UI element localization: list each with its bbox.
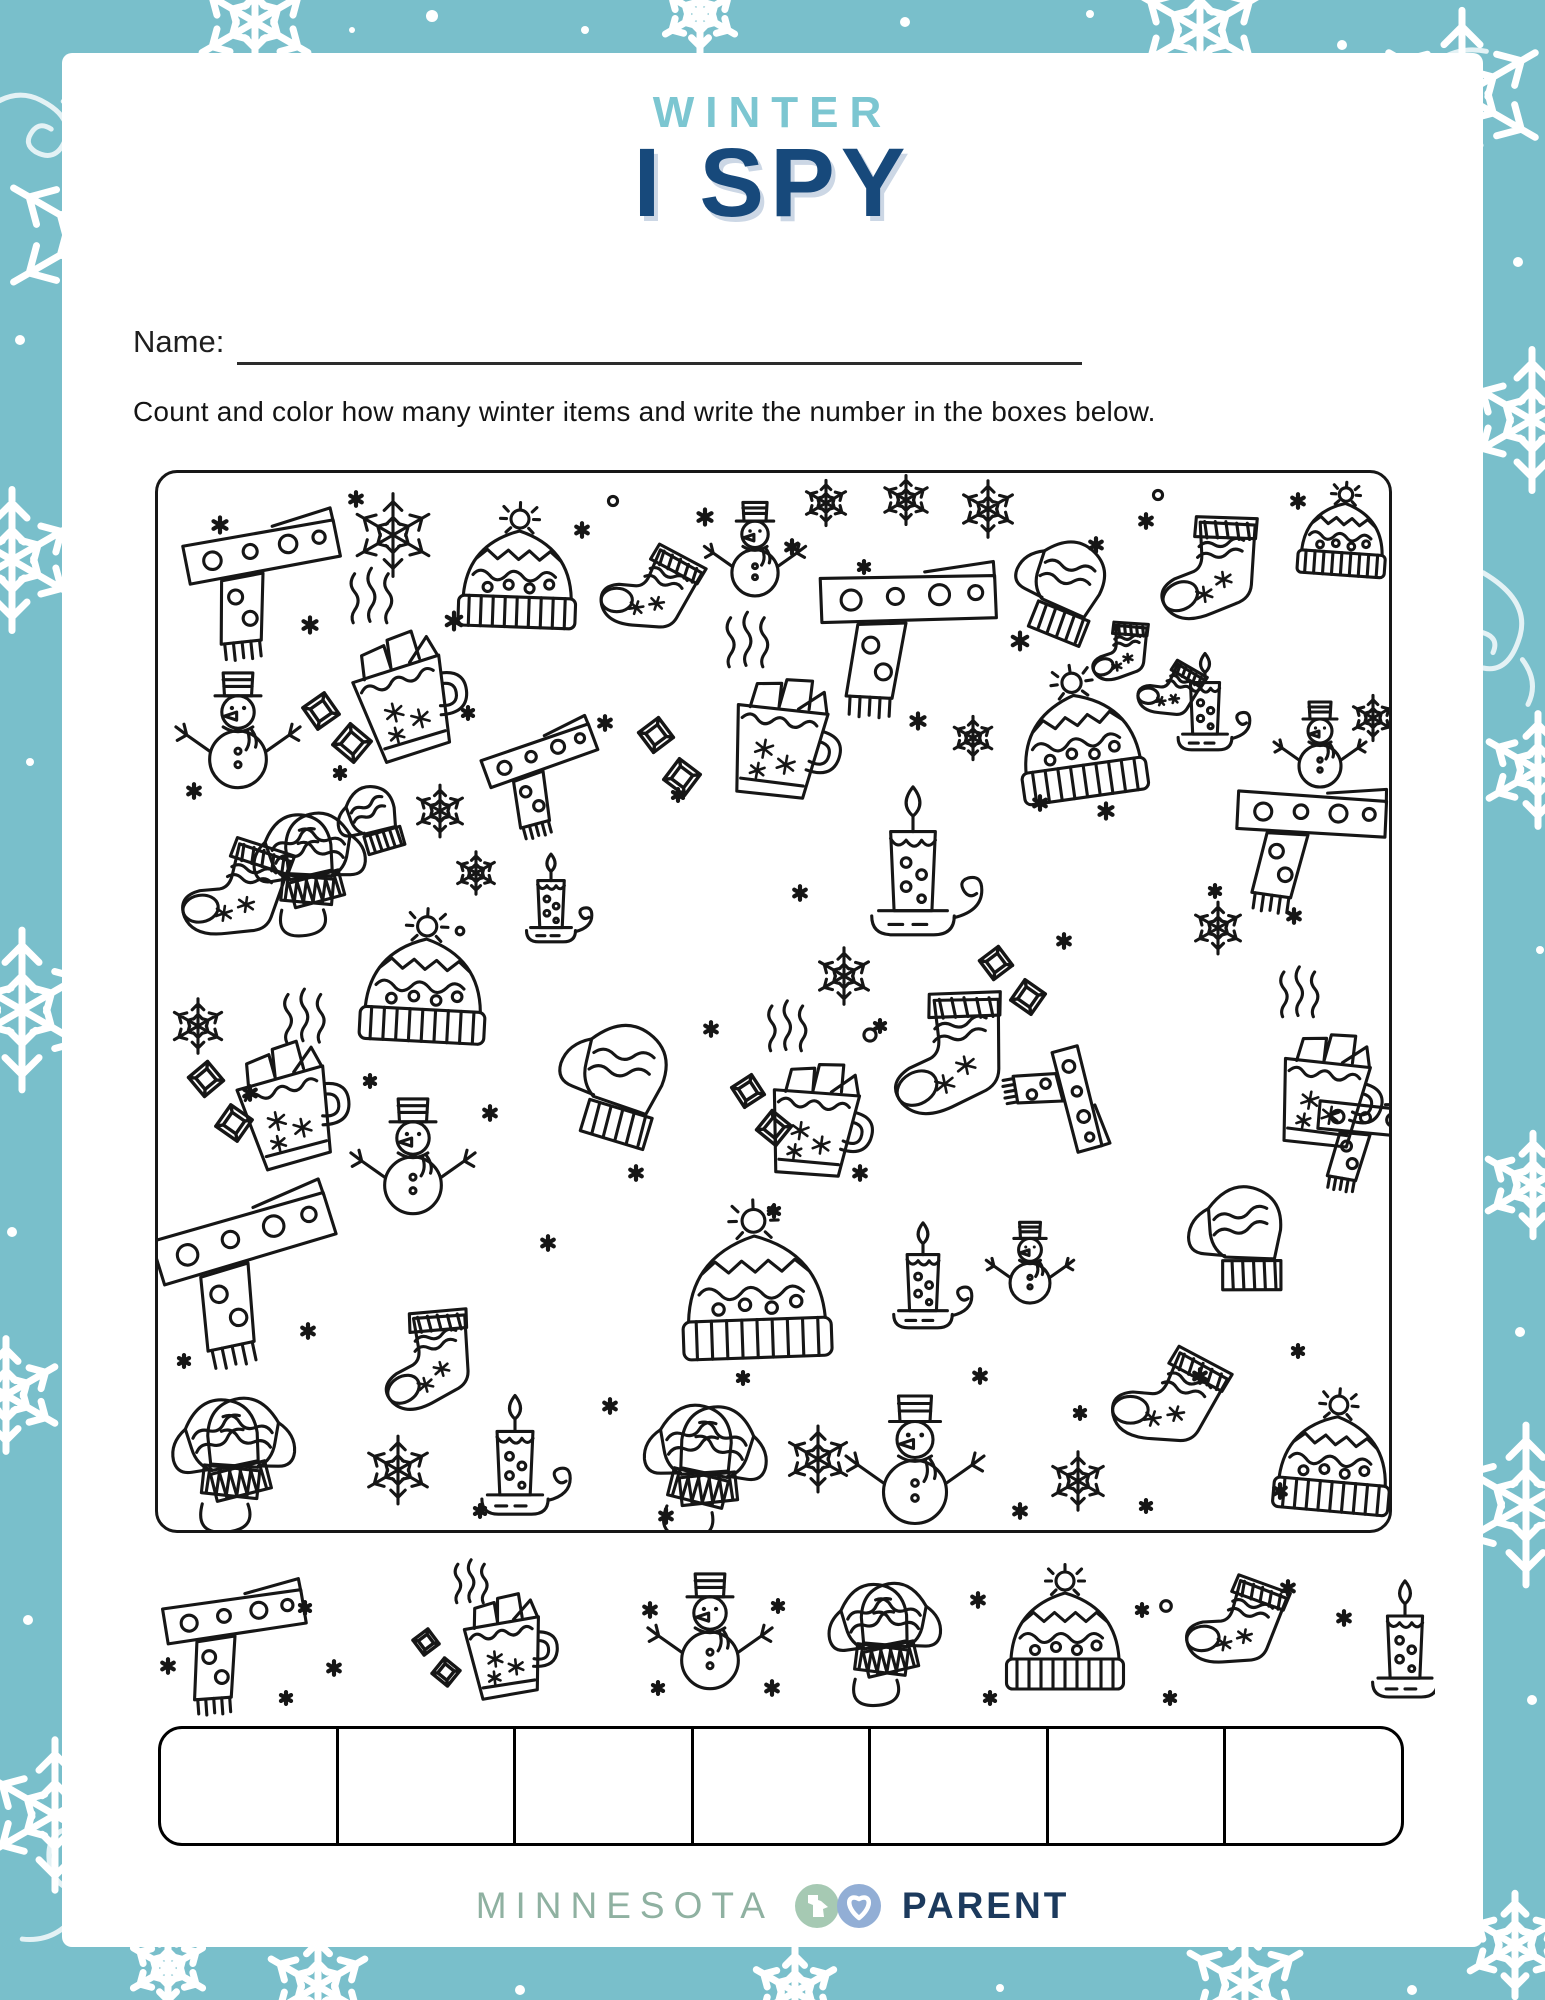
doodle-asterisk [794,886,806,899]
brand-parent: PARENT [901,1885,1070,1926]
doodle-steam [285,989,324,1042]
doodle-flake [1483,714,1545,827]
doodle-mitten [553,1020,669,1151]
doodle-asterisk [985,1692,995,1704]
doodle-asterisk [854,1166,866,1179]
doodle-asterisk [188,784,200,797]
legend-icons [110,1548,1435,1718]
doodle-scarf [998,1043,1110,1163]
doodle-ring [1161,1601,1172,1612]
doodle-flake [415,785,465,837]
doodle-asterisk [673,789,683,801]
snow-dot [996,1984,1004,1992]
doodle-snowman [1274,702,1366,787]
doodle-ring [456,927,464,935]
doodle-flake [1351,695,1392,740]
puzzle-doodles [158,476,1392,1533]
doodle-asterisk [304,617,317,632]
doodle-hat [458,501,579,630]
snow-dot [15,335,25,345]
doodle-snowman [176,673,300,788]
doodle-asterisk [859,561,869,573]
name-label: Name: [133,324,225,359]
doodle-marsh [213,1102,256,1145]
doodle-asterisk [875,1020,885,1032]
snow-dot [1527,1695,1537,1705]
puzzle-scene [158,473,1392,1533]
heart-icon [837,1884,881,1928]
doodle-steam [351,568,392,623]
doodle-asterisk [484,1106,496,1119]
snow-dot [1515,1327,1525,1337]
doodle-flake [1193,902,1243,954]
doodle-flake [661,0,739,54]
doodle-flake [804,480,848,525]
doodle-asterisk [705,1022,717,1035]
answer-box-4[interactable] [694,1729,872,1843]
doodle-asterisk [1013,633,1027,650]
i-spy-puzzle-box [155,470,1392,1533]
doodle-flake [0,1339,61,1452]
doodle-asterisk [475,1505,485,1517]
doodle-steam [455,1560,487,1603]
instruction-text: Count and color how many winter items and write the number in the boxes below. [133,396,1156,427]
doodle-sock [366,1299,488,1416]
doodle-scarf [1223,769,1392,926]
doodle-asterisk [699,509,712,524]
doodle-mug [344,621,479,765]
doodle-marsh [411,1627,441,1657]
doodle-asterisk [1292,494,1304,507]
doodle-mug [461,1590,562,1700]
minnesota-state-icon [795,1884,839,1928]
snow-dot [1086,10,1094,18]
doodle-steam [1281,967,1318,1017]
doodle-sock [1103,1332,1235,1459]
name-row [133,322,1133,366]
doodle-sock [593,531,709,643]
doodle-asterisk [1100,803,1113,818]
doodle-ring [608,496,617,505]
doodle-candle [1373,1581,1435,1697]
doodle-asterisk [769,1205,779,1217]
doodle-mittens [625,1390,785,1533]
doodle-asterisk [1274,1484,1286,1497]
snow-dot [1536,946,1544,954]
doodle-asterisk [162,1659,174,1672]
doodle-candle [894,1223,972,1328]
doodle-asterisk [302,1324,314,1337]
answer-box-7[interactable] [1226,1729,1401,1843]
doodle-hat [359,905,491,1044]
doodle-asterisk [1058,934,1070,947]
doodle-asterisk [1194,1369,1206,1382]
doodle-asterisk [630,1166,642,1179]
doodle-asterisk [1282,1581,1294,1594]
doodle-asterisk [244,1086,256,1099]
doodle-asterisk [644,1603,656,1616]
subtitle-winter: WINTER [652,88,893,137]
doodle-hat [1007,657,1149,806]
doodle-asterisk [599,716,611,729]
page-title-i-spy: I SPY [633,128,912,237]
doodle-snowman [846,1396,984,1524]
doodle-snowman [351,1099,475,1214]
doodle-flake [817,948,872,1004]
doodle-asterisk [179,1355,189,1367]
snow-dot [23,1615,33,1625]
doodle-mug [724,669,852,808]
doodle-asterisk [1293,1345,1303,1357]
doodle-sock [1180,1567,1292,1673]
answer-box-5[interactable] [871,1729,1049,1843]
legend-doodles [161,1560,1435,1718]
doodle-candle [872,787,982,935]
doodle-asterisk [1137,1604,1147,1616]
doodle-asterisk [463,707,473,719]
doodle-asterisk [1140,514,1152,527]
doodle-snowman [648,1574,772,1689]
doodle-flake [1483,1133,1545,1236]
doodle-flake [455,852,496,894]
doodle-flake [882,476,930,525]
doodle-mug [1271,1025,1392,1156]
doodle-snowman [986,1222,1073,1303]
doodle-steam [727,612,768,667]
doodle-asterisk [972,1593,984,1606]
doodle-marsh [300,690,343,733]
doodle-asterisk [766,1681,778,1694]
doodle-asterisk [214,517,227,532]
doodle-flake [1050,1452,1107,1510]
doodle-flake [365,1436,431,1504]
doodle-marsh [728,1071,768,1111]
name-input-line[interactable] [237,322,1082,365]
item-legend-row [110,1548,1435,1718]
doodle-asterisk [1014,1504,1026,1517]
doodle-sock [1149,508,1270,622]
doodle-asterisk [1034,796,1046,809]
doodle-marsh [977,944,1015,982]
answer-box-2[interactable] [339,1729,517,1843]
doodle-scarf [477,714,616,846]
answer-box-1[interactable] [161,1729,339,1843]
answer-box-3[interactable] [516,1729,694,1843]
doodle-sock [874,980,1022,1121]
doodle-asterisk [1338,1611,1350,1624]
doodle-asterisk [335,767,345,779]
doodle-asterisk [300,1602,310,1614]
doodle-asterisk [576,523,588,536]
snow-dot [1337,40,1347,50]
doodle-scarf [813,552,999,723]
doodle-asterisk [1165,1692,1175,1704]
brand-minnesota: MINNESOTA [475,1885,774,1926]
doodle-asterisk [365,1075,375,1087]
snow-dot [349,27,355,33]
snow-dot [426,10,438,22]
doodle-asterisk [1075,1407,1085,1419]
doodle-mittens [813,1571,957,1709]
footer-brand [0,1878,1545,1934]
doodle-hat [1007,1565,1124,1690]
doodle-asterisk [542,1236,554,1249]
doodle-hat [1297,479,1391,578]
snow-dot [1513,257,1523,267]
doodle-flake [952,716,994,759]
snow-dot [581,26,589,34]
doodle-asterisk [1288,909,1300,922]
doodle-asterisk [1090,538,1102,551]
doodle-mug [230,1033,360,1173]
doodle-flake [353,494,433,577]
doodle-asterisk [328,1661,340,1674]
doodle-asterisk [786,540,798,553]
doodle-asterisk [1210,885,1220,897]
doodle-sock [177,831,297,944]
doodle-scarf [158,1178,359,1378]
answer-boxes-strip [158,1726,1404,1846]
doodle-marsh [187,1060,225,1098]
doodle-hat [1272,1384,1392,1516]
snow-dot [7,1227,17,1237]
snow-dot [26,758,34,766]
doodle-asterisk [281,1692,291,1704]
snow-dot [515,1985,525,1995]
brand-logo [786,1878,890,1934]
snow-dot [1407,1985,1417,1995]
doodle-asterisk [660,1509,672,1522]
doodle-marsh [431,1657,462,1688]
doodle-asterisk [1141,1500,1151,1512]
answer-box-6[interactable] [1049,1729,1227,1843]
doodle-marsh [331,722,373,764]
doodle-mittens [158,1383,314,1533]
snow-dot [900,17,910,27]
doodle-flake [961,481,1016,537]
doodle-asterisk [653,1682,663,1694]
doodle-candle [482,1396,570,1515]
doodle-asterisk [604,1399,616,1412]
doodle-marsh [636,715,676,755]
doodle-scarf [180,507,350,664]
doodle-hat [679,1197,833,1360]
doodle-asterisk [738,1372,748,1384]
doodle-mittens [236,798,384,940]
doodle-flake [171,999,224,1054]
doodle-asterisk [912,713,925,728]
doodle-mitten [1180,1180,1295,1307]
doodle-sock [1087,619,1154,682]
doodle-asterisk [974,1369,986,1382]
doodle-asterisk [773,1600,783,1612]
doodle-marsh [1008,977,1049,1018]
doodle-flake [752,1947,839,2000]
doodle-candle [527,854,592,942]
doodle-mug [763,1056,881,1184]
doodle-steam [769,1001,806,1051]
doodle-flake [786,1426,850,1492]
doodle-asterisk [350,492,362,505]
doodle-ring [1153,490,1162,499]
